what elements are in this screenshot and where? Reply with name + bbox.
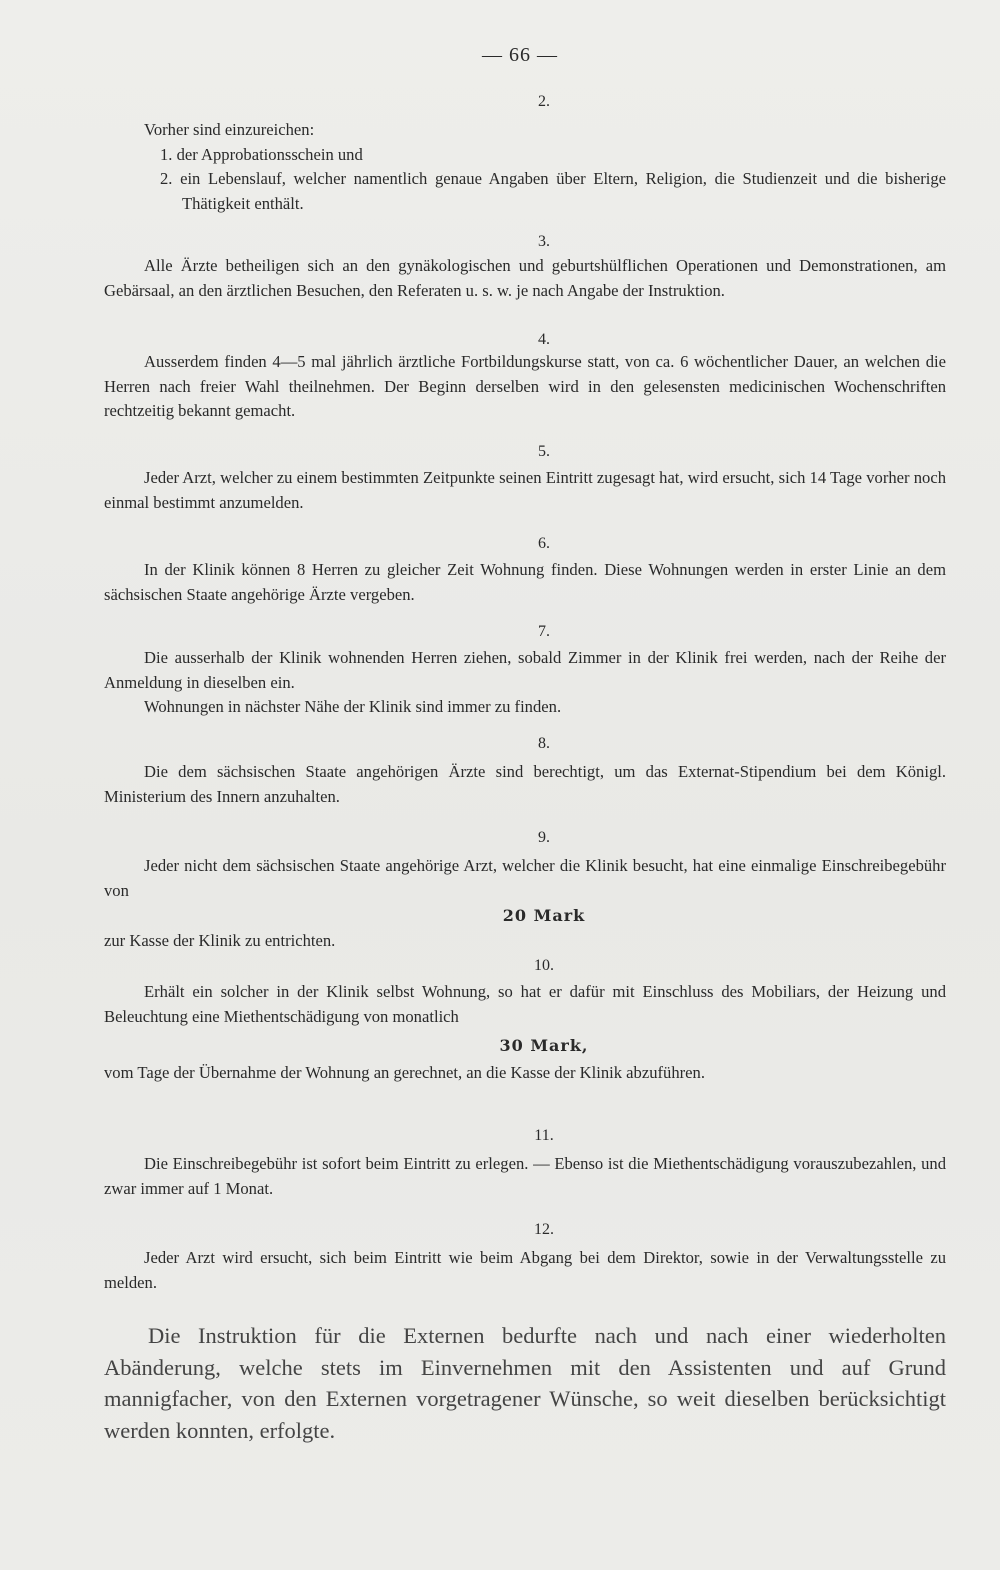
section-number: 12.: [534, 1221, 554, 1238]
requirements-list: [104, 143, 946, 217]
section-number: 10.: [534, 957, 554, 974]
section-3: [104, 232, 946, 303]
section-12: [104, 1220, 946, 1295]
section-text-after: vom Tage der Übernahme der Wohnung an gerechnet, an die Kasse der Klinik abzuführen.: [104, 1063, 705, 1083]
section-number: 4.: [538, 331, 550, 348]
section-text: Ausserdem finden 4—5 mal jährlich ärztliche Fortbildungskurse statt, von ca. 6 wöchentlicher Dauer, an welchen die Herren nach freier Wahl theilnehmen. Der Beginn derselben wird in den gelesensten medicinischen Wochenschriften rechtzeitig bekannt gemacht.: [104, 352, 946, 421]
section-number: 3.: [538, 233, 550, 250]
section-7: [104, 622, 946, 720]
fee-amount: 20 Mark: [502, 906, 586, 926]
section-number: 11.: [534, 1127, 554, 1144]
section-text: In der Klinik können 8 Herren zu gleicher Zeit Wohnung finden. Diese Wohnungen werden in erster Linie an dem sächsischen Staate angehörige Ärzte vergeben.: [104, 560, 946, 604]
section-text: Jeder Arzt, welcher zu einem bestimmten Zeitpunkte seinen Eintritt zugesagt hat, wird ersucht, sich 14 Tage vorher noch einmal bestimmt anzumelden.: [104, 468, 946, 512]
section-9: [104, 828, 946, 954]
section-number: 6.: [538, 535, 550, 552]
section-2: [104, 92, 946, 216]
section-number: 7.: [538, 623, 550, 640]
section-5: [104, 442, 946, 515]
section-text-2: Wohnungen in nächster Nähe der Klinik sind immer zu finden.: [144, 697, 562, 717]
closing-section: [104, 1320, 946, 1446]
section-number: 9.: [538, 829, 550, 846]
section-number: 2.: [538, 93, 550, 110]
section-4: [104, 330, 946, 424]
closing-paragraph: Die Instruktion für die Externen bedurfte nach und nach einer wiederholten Abänderung, welche stets im Einvernehmen mit den Assistenten und auf Grund mannigfacher, von den Externen vorgetragener Wünsche, so weit dieselben berücksichtigt werden konnten, erfolgte.: [104, 1323, 946, 1443]
section-text: Die ausserhalb der Klinik wohnenden Herren ziehen, sobald Zimmer in der Klinik frei werden, nach der Reihe der Anmeldung in dieselben ein.: [104, 648, 946, 692]
section-intro: Vorher sind einzureichen:: [144, 120, 315, 139]
section-text-after: zur Kasse der Klinik zu entrichten.: [104, 931, 336, 951]
section-text: Jeder nicht dem sächsischen Staate angehörige Arzt, welcher die Klinik besucht, hat eine einmalige Einschreibegebühr von: [104, 856, 946, 900]
list-item: 2. ein Lebenslauf, welcher namentlich genaue Angaben über Eltern, Religion, die Studienzeit und die bisherige Thätigkeit enthält.: [160, 169, 946, 213]
section-11: [104, 1126, 946, 1201]
section-text: Alle Ärzte betheiligen sich an den gynäkologischen und geburtshülflichen Operationen und Demonstrationen, am Gebärsaal, an den ärztlichen Besuchen, den Referaten u. s. w. je nach Angabe der Instruktion.: [104, 256, 946, 300]
section-number: 8.: [538, 735, 550, 752]
section-text: Die Einschreibegebühr ist sofort beim Eintritt zu erlegen. — Ebenso ist die Miethentschädigung vorauszubezahlen, und zwar immer auf 1 Monat.: [104, 1154, 946, 1198]
section-10: [104, 956, 946, 1086]
rent-amount: 30 Mark,: [499, 1036, 589, 1056]
section-6: [104, 534, 946, 607]
list-item: 1. der Approbationsschein und: [160, 144, 363, 164]
page-number: — 66 —: [482, 44, 558, 66]
section-text: Erhält ein solcher in der Klinik selbst Wohnung, so hat er dafür mit Einschluss des Mobiliars, der Heizung und Beleuchtung eine Miethentschädigung von monatlich: [104, 982, 946, 1026]
section-8: [104, 734, 946, 809]
section-number: 5.: [538, 443, 550, 460]
section-text: Jeder Arzt wird ersucht, sich beim Eintritt wie beim Abgang bei dem Direktor, sowie in der Verwaltungsstelle zu melden.: [104, 1248, 946, 1292]
section-text: Die dem sächsischen Staate angehörigen Ärzte sind berechtigt, um das Externat-Stipendium bei dem Königl. Ministerium des Innern anzuhalten.: [104, 762, 946, 806]
